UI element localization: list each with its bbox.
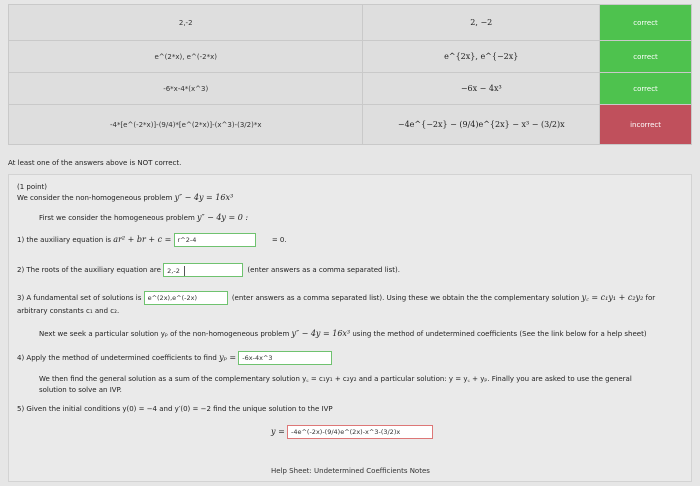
general-solution-line-2: solution to solve an IVP. [39,386,122,394]
entered-answer: -4*[e^(-2*x)]-(9/4)*[e^(2*x)]-(x^3)-(3/2)*x [9,105,363,145]
status-correct: correct [600,5,692,41]
q5-equation: y = [271,427,285,436]
particular-suffix: using the method of undetermined coefficients (See the link below for a help sheet) [352,330,647,338]
q4-equation: yₚ = [219,353,237,362]
ivp-answer-line [271,425,433,439]
question-2 [17,263,400,277]
help-sheet-link[interactable]: Help Sheet: Undetermined Coefficients Notes [271,467,430,475]
status-correct: correct [600,73,692,105]
q2-label: 2) The roots of the auxiliary equation are [17,266,161,274]
ivp-solution-input[interactable]: -4e^(-2x)-(9/4)e^(2x)-x^3-(3/2)x [287,425,433,439]
warning-message: At least one of the answers above is NOT correct. [8,159,182,167]
particular-text: Next we seek a particular solution yₚ of the non-homogeneous problem [39,330,290,338]
homogeneous-equation: y″ − 4y = 0 : [197,213,249,222]
roots-input[interactable] [163,263,243,277]
aux-equation-input[interactable]: r^2-4 [174,233,256,247]
results-table [8,4,692,145]
entered-answer: -6*x-4*(x^3) [9,73,363,105]
results-row [9,73,692,105]
problem-panel [8,174,692,482]
results-row [9,5,692,41]
answer-preview: e^{2x}, e^{−2x} [363,41,600,73]
entered-answer: e^(2*x), e^(-2*x) [9,41,363,73]
q2-suffix: (enter answers as a comma separated list). [247,266,400,274]
q4-label: 4) Apply the method of undetermined coefficients to find [17,354,217,362]
q3-suffix: (enter answers as a comma separated list). Using these we obtain the the complementary solution [231,294,580,302]
status-incorrect: incorrect [600,105,692,145]
question-1 [17,233,287,247]
q3-line2: arbitrary constants c₁ and c₂. [17,307,120,315]
status-correct: correct [600,41,692,73]
question-5: 5) Given the initial conditions y(0) = −4 and y′(0) = −2 find the unique solution to the IVP [17,405,333,413]
q3-label: 3) A fundamental set of solutions is [17,294,142,302]
answer-preview: −6x − 4x³ [363,73,600,105]
homogeneous-line [39,213,248,223]
q3-equation: y꜀ = c₁y₁ + c₂y₂ [581,293,644,302]
text-cursor-icon [184,266,185,276]
q3-for: for [645,294,656,302]
roots-input-value: 2,-2 [167,267,180,275]
results-row [9,41,692,73]
answer-preview: 2, −2 [363,5,600,41]
entered-answer: 2,-2 [9,5,363,41]
results-row [9,105,692,145]
answer-preview: −4e^{−2x} − (9/4)e^{2x} − x³ − (3/2)x [363,105,600,145]
q1-equation: ar² + br + c = [113,235,172,244]
particular-intro [39,329,647,339]
general-solution-line-1: We then find the general solution as a sum of the complementary solution y꜀ = c₁y₁ + c₂y₂ and a particular solution: y = y꜀ + yₚ. Finally you are asked to use the general [39,375,632,383]
problem-intro [17,193,233,203]
problem-equation: y″ − 4y = 16x³ [174,193,234,202]
particular-solution-input[interactable]: -6x-4x^3 [238,351,332,365]
homogeneous-text: First we consider the homogeneous problem [39,214,195,222]
problem-intro-text: We consider the non-homogeneous problem [17,194,173,202]
question-3 [17,291,655,305]
points-label: (1 point) [17,183,47,191]
question-4 [17,351,332,365]
q1-suffix: = 0. [271,236,287,244]
q1-label: 1) the auxiliary equation is [17,236,112,244]
particular-equation: y″ − 4y = 16x³ [291,329,351,338]
fundamental-set-input[interactable]: e^(2x),e^(-2x) [144,291,228,305]
